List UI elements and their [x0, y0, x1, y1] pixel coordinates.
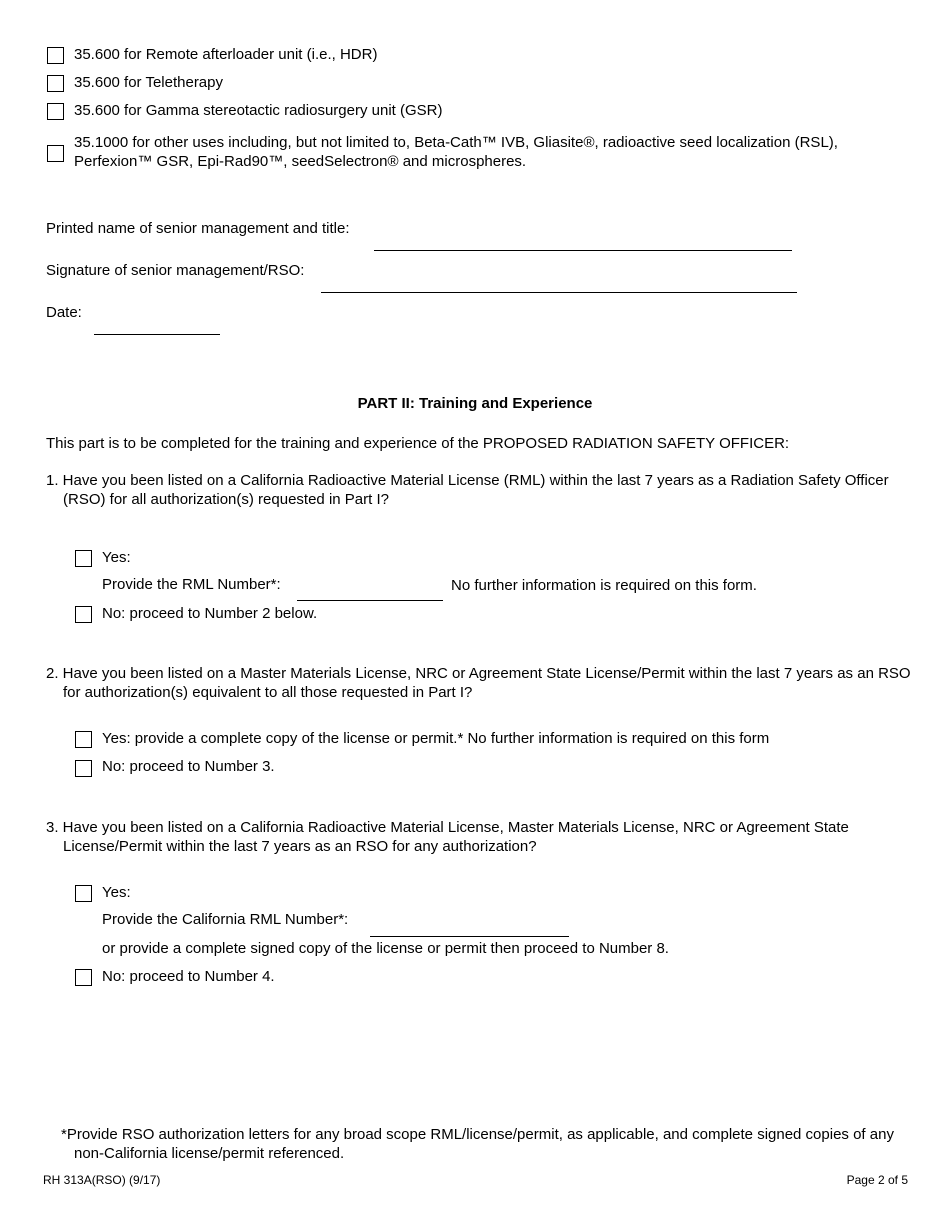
part2-heading: PART II: Training and Experience	[357, 395, 593, 412]
option-label-other-uses: 35.1000 for other uses including, but not limited to, Beta-Cath™ IVB, Gliasite®, radioactive seed localization (RSL), Perfexion™ GSR, Epi-Rad90™, seedSelectron® and microspheres.	[74, 134, 838, 170]
printed-name-label: Printed name of senior management and title:	[46, 220, 350, 237]
checkbox-teletherapy[interactable]	[47, 75, 64, 92]
checkbox-remote-afterloader[interactable]	[47, 47, 64, 64]
question-3: 3. Have you been listed on a California Radioactive Material License, Master Materials License, NRC or Agreement State License/Permit within the last 7 years as an RSO for any authorization?	[46, 819, 849, 855]
q3-no-checkbox[interactable]	[75, 969, 92, 986]
q1-rml-label: Provide the RML Number*:	[102, 576, 281, 593]
q2-yes-label: Yes: provide a complete copy of the license or permit.* No further information is required on this form	[102, 730, 770, 747]
part2-intro: This part is to be completed for the training and experience of the PROPOSED RADIATION SAFETY OFFICER:	[46, 435, 790, 452]
q3-no-label: No: proceed to Number 4.	[102, 968, 275, 985]
printed-name-field[interactable]	[374, 250, 792, 251]
q1-rml-number-field[interactable]	[297, 600, 443, 601]
q1-yes-checkbox[interactable]	[75, 550, 92, 567]
q1-no-further-note: No further information is required on this form.	[451, 577, 757, 594]
option-label-gamma-stereotactic: 35.600 for Gamma stereotactic radiosurgery unit (GSR)	[74, 102, 443, 119]
q1-yes-label: Yes:	[102, 549, 131, 566]
q3-yes-label: Yes:	[102, 884, 131, 901]
date-label: Date:	[46, 304, 82, 321]
date-field[interactable]	[94, 334, 220, 335]
form-id: RH 313A(RSO) (9/17)	[43, 1173, 161, 1187]
checkbox-gamma-stereotactic[interactable]	[47, 103, 64, 120]
question-1: 1. Have you been listed on a California Radioactive Material License (RML) within the last 7 years as a Radiation Safety Officer (RSO) for all authorization(s) requested in Part I?	[46, 472, 889, 508]
q1-no-checkbox[interactable]	[75, 606, 92, 623]
signature-field[interactable]	[321, 292, 797, 293]
q3-rml-label: Provide the California RML Number*:	[102, 911, 349, 928]
q1-no-label: No: proceed to Number 2 below.	[102, 605, 318, 622]
q2-no-checkbox[interactable]	[75, 760, 92, 777]
question-2: 2. Have you been listed on a Master Materials License, NRC or Agreement State License/Permit within the last 7 years as an RSO for authorization(s) equivalent to all those requested in Part I?	[46, 665, 911, 701]
option-label-remote-afterloader: 35.600 for Remote afterloader unit (i.e., HDR)	[74, 46, 378, 63]
page-number: Page 2 of 5	[846, 1173, 908, 1187]
q3-rml-number-field[interactable]	[370, 936, 569, 937]
q2-no-label: No: proceed to Number 3.	[102, 758, 275, 775]
option-label-teletherapy: 35.600 for Teletherapy	[74, 74, 223, 91]
signature-label: Signature of senior management/RSO:	[46, 262, 305, 279]
checkbox-other-uses[interactable]	[47, 145, 64, 162]
q3-yes-checkbox[interactable]	[75, 885, 92, 902]
footnote: *Provide RSO authorization letters for any broad scope RML/license/permit, as applicable, and complete signed copies of any non-California license/permit referenced.	[61, 1126, 894, 1162]
q3-or-text: or provide a complete signed copy of the license or permit then proceed to Number 8.	[102, 940, 669, 957]
q2-yes-checkbox[interactable]	[75, 731, 92, 748]
